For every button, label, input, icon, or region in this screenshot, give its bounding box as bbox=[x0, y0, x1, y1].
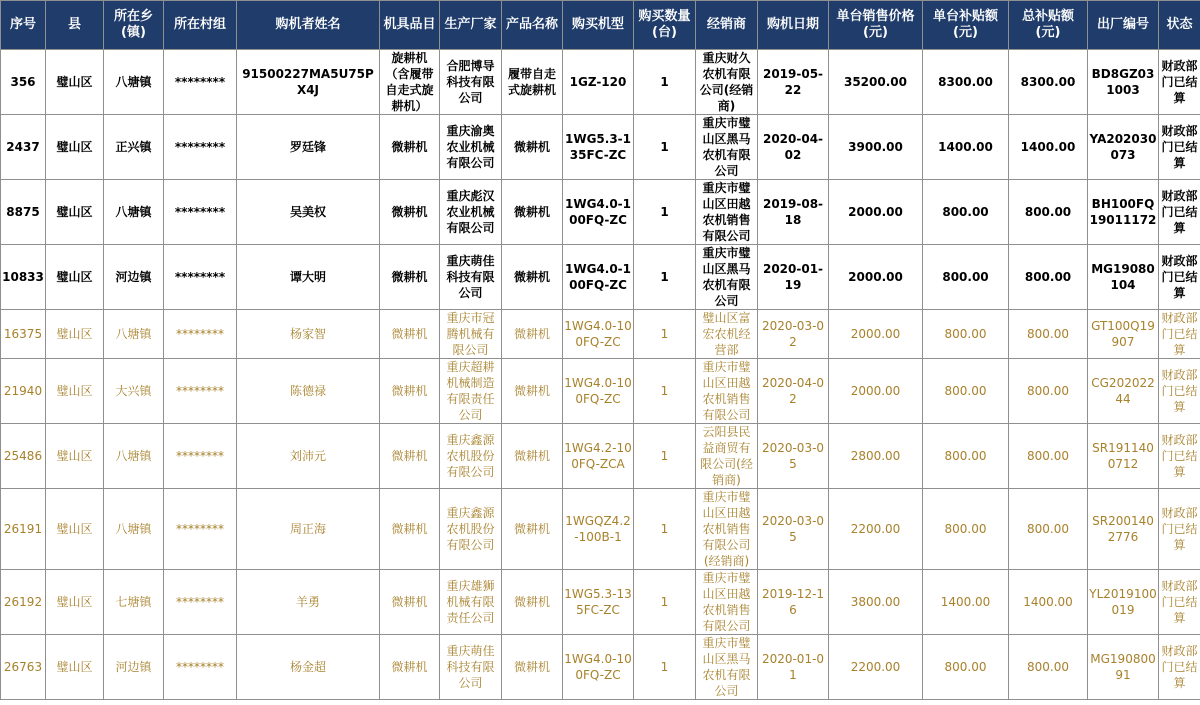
cell-date: 2019-08-18 bbox=[758, 180, 829, 245]
cell-village: ******** bbox=[164, 570, 237, 635]
cell-buyer: 刘沛元 bbox=[237, 424, 380, 489]
cell-product: 微耕机 bbox=[502, 245, 563, 310]
cell-unit-subsidy: 800.00 bbox=[923, 424, 1009, 489]
cell-buyer: 杨家智 bbox=[237, 310, 380, 359]
cell-serial: SR2001402776 bbox=[1088, 489, 1159, 570]
cell-product: 微耕机 bbox=[502, 180, 563, 245]
cell-price: 2000.00 bbox=[829, 245, 923, 310]
cell-seq: 10833 bbox=[1, 245, 46, 310]
cell-product: 微耕机 bbox=[502, 310, 563, 359]
cell-category: 微耕机 bbox=[380, 359, 440, 424]
cell-model: 1WG4.0-100FQ-ZC bbox=[563, 635, 634, 700]
table-row[interactable] bbox=[1, 570, 1200, 635]
cell-unit-subsidy: 1400.00 bbox=[923, 115, 1009, 180]
cell-unit-subsidy: 800.00 bbox=[923, 310, 1009, 359]
cell-village: ******** bbox=[164, 489, 237, 570]
cell-status: 财政部门已结算 bbox=[1159, 50, 1200, 115]
cell-unit-subsidy: 800.00 bbox=[923, 180, 1009, 245]
cell-status: 财政部门已结算 bbox=[1159, 245, 1200, 310]
cell-model: 1GZ-120 bbox=[563, 50, 634, 115]
cell-product: 微耕机 bbox=[502, 359, 563, 424]
cell-village: ******** bbox=[164, 310, 237, 359]
cell-status: 财政部门已结算 bbox=[1159, 570, 1200, 635]
cell-price: 3900.00 bbox=[829, 115, 923, 180]
cell-category: 旋耕机（含履带自走式旋耕机） bbox=[380, 50, 440, 115]
cell-date: 2020-03-05 bbox=[758, 424, 829, 489]
cell-serial: YA202030073 bbox=[1088, 115, 1159, 180]
header-total-subsidy[interactable]: 总补贴额(元) bbox=[1009, 1, 1088, 50]
cell-buyer: 陈德禄 bbox=[237, 359, 380, 424]
cell-qty: 1 bbox=[634, 424, 696, 489]
cell-category: 微耕机 bbox=[380, 245, 440, 310]
cell-qty: 1 bbox=[634, 570, 696, 635]
cell-price: 2800.00 bbox=[829, 424, 923, 489]
table-row[interactable] bbox=[1, 310, 1200, 359]
cell-category: 微耕机 bbox=[380, 570, 440, 635]
cell-county: 璧山区 bbox=[46, 310, 104, 359]
cell-category: 微耕机 bbox=[380, 115, 440, 180]
cell-date: 2019-12-16 bbox=[758, 570, 829, 635]
cell-model: 1WG5.3-135FC-ZC bbox=[563, 115, 634, 180]
cell-buyer: 谭大明 bbox=[237, 245, 380, 310]
cell-model: 1WG4.0-100FQ-ZC bbox=[563, 180, 634, 245]
cell-category: 微耕机 bbox=[380, 635, 440, 700]
table-row[interactable] bbox=[1, 180, 1200, 245]
cell-product: 履带自走式旋耕机 bbox=[502, 50, 563, 115]
cell-maker: 重庆萌佳科技有限公司 bbox=[440, 245, 502, 310]
cell-dealer: 重庆市璧山区黑马农机有限公司 bbox=[696, 115, 758, 180]
cell-date: 2020-03-05 bbox=[758, 489, 829, 570]
header-dealer[interactable]: 经销商 bbox=[696, 1, 758, 50]
cell-price: 2000.00 bbox=[829, 180, 923, 245]
cell-serial: GT100Q19907 bbox=[1088, 310, 1159, 359]
cell-town: 八塘镇 bbox=[104, 180, 164, 245]
cell-village: ******** bbox=[164, 180, 237, 245]
cell-dealer: 重庆市璧山区黑马农机有限公司 bbox=[696, 245, 758, 310]
header-model[interactable]: 购买机型 bbox=[563, 1, 634, 50]
cell-village: ******** bbox=[164, 359, 237, 424]
cell-unit-subsidy: 1400.00 bbox=[923, 570, 1009, 635]
header-unit-subsidy[interactable]: 单台补贴额(元) bbox=[923, 1, 1009, 50]
cell-buyer: 羊勇 bbox=[237, 570, 380, 635]
cell-serial: MG19080091 bbox=[1088, 635, 1159, 700]
cell-town: 正兴镇 bbox=[104, 115, 164, 180]
cell-model: 1WGQZ4.2-100B-1 bbox=[563, 489, 634, 570]
cell-total-subsidy: 1400.00 bbox=[1009, 570, 1088, 635]
cell-total-subsidy: 800.00 bbox=[1009, 489, 1088, 570]
cell-seq: 26763 bbox=[1, 635, 46, 700]
cell-seq: 8875 bbox=[1, 180, 46, 245]
cell-county: 璧山区 bbox=[46, 489, 104, 570]
cell-maker: 重庆鑫源农机股份有限公司 bbox=[440, 489, 502, 570]
cell-town: 河边镇 bbox=[104, 635, 164, 700]
cell-town: 河边镇 bbox=[104, 245, 164, 310]
cell-dealer: 云阳县民益商贸有限公司(经销商) bbox=[696, 424, 758, 489]
cell-maker: 重庆雄狮机械有限责任公司 bbox=[440, 570, 502, 635]
cell-dealer: 重庆市璧山区田越农机销售有限公司(经销商) bbox=[696, 489, 758, 570]
cell-seq: 21940 bbox=[1, 359, 46, 424]
cell-date: 2019-05-22 bbox=[758, 50, 829, 115]
cell-county: 璧山区 bbox=[46, 424, 104, 489]
cell-town: 八塘镇 bbox=[104, 310, 164, 359]
cell-maker: 重庆超耕机械制造有限责任公司 bbox=[440, 359, 502, 424]
cell-seq: 26191 bbox=[1, 489, 46, 570]
cell-county: 璧山区 bbox=[46, 570, 104, 635]
cell-status: 财政部门已结算 bbox=[1159, 180, 1200, 245]
cell-qty: 1 bbox=[634, 115, 696, 180]
cell-dealer: 重庆市璧山区田越农机销售有限公司 bbox=[696, 570, 758, 635]
cell-total-subsidy: 800.00 bbox=[1009, 424, 1088, 489]
cell-county: 璧山区 bbox=[46, 635, 104, 700]
cell-county: 璧山区 bbox=[46, 50, 104, 115]
cell-buyer: 91500227MA5U75PX4J bbox=[237, 50, 380, 115]
table-row[interactable] bbox=[1, 115, 1200, 180]
cell-date: 2020-01-01 bbox=[758, 635, 829, 700]
cell-serial: BD8GZ031003 bbox=[1088, 50, 1159, 115]
cell-product: 微耕机 bbox=[502, 570, 563, 635]
cell-total-subsidy: 8300.00 bbox=[1009, 50, 1088, 115]
cell-town: 大兴镇 bbox=[104, 359, 164, 424]
cell-county: 璧山区 bbox=[46, 180, 104, 245]
cell-status: 财政部门已结算 bbox=[1159, 115, 1200, 180]
cell-maker: 合肥博导科技有限公司 bbox=[440, 50, 502, 115]
cell-seq: 356 bbox=[1, 50, 46, 115]
cell-town: 八塘镇 bbox=[104, 50, 164, 115]
cell-town: 八塘镇 bbox=[104, 489, 164, 570]
cell-status: 财政部门已结算 bbox=[1159, 310, 1200, 359]
cell-serial: MG19080104 bbox=[1088, 245, 1159, 310]
table-row[interactable] bbox=[1, 424, 1200, 489]
cell-maker: 重庆渝奥农业机械有限公司 bbox=[440, 115, 502, 180]
header-status[interactable]: 状态 bbox=[1159, 1, 1200, 50]
cell-village: ******** bbox=[164, 115, 237, 180]
cell-qty: 1 bbox=[634, 310, 696, 359]
cell-buyer: 周正海 bbox=[237, 489, 380, 570]
cell-price: 2200.00 bbox=[829, 489, 923, 570]
cell-product: 微耕机 bbox=[502, 424, 563, 489]
cell-maker: 重庆鑫源农机股份有限公司 bbox=[440, 424, 502, 489]
cell-status: 财政部门已结算 bbox=[1159, 489, 1200, 570]
cell-qty: 1 bbox=[634, 635, 696, 700]
cell-dealer: 重庆财久农机有限公司(经销商) bbox=[696, 50, 758, 115]
cell-unit-subsidy: 800.00 bbox=[923, 489, 1009, 570]
cell-dealer: 重庆市璧山区田越农机销售有限公司 bbox=[696, 359, 758, 424]
cell-total-subsidy: 800.00 bbox=[1009, 180, 1088, 245]
cell-price: 35200.00 bbox=[829, 50, 923, 115]
cell-unit-subsidy: 800.00 bbox=[923, 245, 1009, 310]
cell-category: 微耕机 bbox=[380, 489, 440, 570]
cell-unit-subsidy: 800.00 bbox=[923, 359, 1009, 424]
cell-date: 2020-04-02 bbox=[758, 115, 829, 180]
header-buyer[interactable]: 购机者姓名 bbox=[237, 1, 380, 50]
cell-category: 微耕机 bbox=[380, 180, 440, 245]
cell-maker: 重庆萌佳科技有限公司 bbox=[440, 635, 502, 700]
cell-village: ******** bbox=[164, 50, 237, 115]
cell-unit-subsidy: 800.00 bbox=[923, 635, 1009, 700]
cell-date: 2020-01-19 bbox=[758, 245, 829, 310]
cell-product: 微耕机 bbox=[502, 489, 563, 570]
cell-county: 璧山区 bbox=[46, 115, 104, 180]
cell-seq: 26192 bbox=[1, 570, 46, 635]
cell-maker: 重庆彪汉农业机械有限公司 bbox=[440, 180, 502, 245]
cell-serial: SR1911400712 bbox=[1088, 424, 1159, 489]
cell-total-subsidy: 800.00 bbox=[1009, 359, 1088, 424]
cell-qty: 1 bbox=[634, 359, 696, 424]
table-row[interactable] bbox=[1, 359, 1200, 424]
cell-model: 1WG4.0-100FQ-ZC bbox=[563, 245, 634, 310]
cell-village: ******** bbox=[164, 424, 237, 489]
cell-total-subsidy: 1400.00 bbox=[1009, 115, 1088, 180]
cell-qty: 1 bbox=[634, 489, 696, 570]
cell-model: 1WG4.0-100FQ-ZC bbox=[563, 359, 634, 424]
header-category[interactable]: 机具品目 bbox=[380, 1, 440, 50]
cell-total-subsidy: 800.00 bbox=[1009, 635, 1088, 700]
cell-model: 1WG5.3-135FC-ZC bbox=[563, 570, 634, 635]
header-serial[interactable]: 出厂编号 bbox=[1088, 1, 1159, 50]
cell-status: 财政部门已结算 bbox=[1159, 635, 1200, 700]
cell-buyer: 吴美权 bbox=[237, 180, 380, 245]
header-town[interactable]: 所在乡(镇) bbox=[104, 1, 164, 50]
cell-total-subsidy: 800.00 bbox=[1009, 310, 1088, 359]
cell-seq: 2437 bbox=[1, 115, 46, 180]
cell-category: 微耕机 bbox=[380, 424, 440, 489]
cell-unit-subsidy: 8300.00 bbox=[923, 50, 1009, 115]
cell-status: 财政部门已结算 bbox=[1159, 359, 1200, 424]
table-row[interactable] bbox=[1, 245, 1200, 310]
cell-qty: 1 bbox=[634, 245, 696, 310]
header-county[interactable]: 县 bbox=[46, 1, 104, 50]
cell-town: 八塘镇 bbox=[104, 424, 164, 489]
cell-buyer: 罗廷锋 bbox=[237, 115, 380, 180]
cell-product: 微耕机 bbox=[502, 115, 563, 180]
cell-serial: BH100FQ19011172 bbox=[1088, 180, 1159, 245]
cell-dealer: 璧山区富宏农机经营部 bbox=[696, 310, 758, 359]
cell-total-subsidy: 800.00 bbox=[1009, 245, 1088, 310]
cell-price: 3800.00 bbox=[829, 570, 923, 635]
cell-serial: CG20202244 bbox=[1088, 359, 1159, 424]
table-row[interactable] bbox=[1, 635, 1200, 700]
cell-seq: 16375 bbox=[1, 310, 46, 359]
cell-town: 七塘镇 bbox=[104, 570, 164, 635]
table-row[interactable] bbox=[1, 489, 1200, 570]
cell-price: 2200.00 bbox=[829, 635, 923, 700]
cell-date: 2020-03-02 bbox=[758, 310, 829, 359]
table-row[interactable] bbox=[1, 50, 1200, 115]
cell-model: 1WG4.2-100FQ-ZCA bbox=[563, 424, 634, 489]
cell-status: 财政部门已结算 bbox=[1159, 424, 1200, 489]
cell-village: ******** bbox=[164, 245, 237, 310]
cell-qty: 1 bbox=[634, 50, 696, 115]
cell-product: 微耕机 bbox=[502, 635, 563, 700]
header-maker[interactable]: 生产厂家 bbox=[440, 1, 502, 50]
header-date[interactable]: 购机日期 bbox=[758, 1, 829, 50]
header-village[interactable]: 所在村组 bbox=[164, 1, 237, 50]
cell-dealer: 重庆市璧山区田越农机销售有限公司 bbox=[696, 180, 758, 245]
cell-serial: YL2019100019 bbox=[1088, 570, 1159, 635]
header-qty[interactable]: 购买数量(台) bbox=[634, 1, 696, 50]
cell-category: 微耕机 bbox=[380, 310, 440, 359]
cell-model: 1WG4.0-100FQ-ZC bbox=[563, 310, 634, 359]
cell-county: 璧山区 bbox=[46, 245, 104, 310]
cell-buyer: 杨金超 bbox=[237, 635, 380, 700]
header-row bbox=[1, 1, 1200, 50]
cell-maker: 重庆市冠腾机械有限公司 bbox=[440, 310, 502, 359]
header-seq[interactable]: 序号 bbox=[1, 1, 46, 50]
cell-seq: 25486 bbox=[1, 424, 46, 489]
cell-dealer: 重庆市璧山区黑马农机有限公司 bbox=[696, 635, 758, 700]
cell-county: 璧山区 bbox=[46, 359, 104, 424]
cell-price: 2000.00 bbox=[829, 359, 923, 424]
header-price[interactable]: 单台销售价格(元) bbox=[829, 1, 923, 50]
cell-date: 2020-04-02 bbox=[758, 359, 829, 424]
header-product[interactable]: 产品名称 bbox=[502, 1, 563, 50]
cell-qty: 1 bbox=[634, 180, 696, 245]
cell-village: ******** bbox=[164, 635, 237, 700]
cell-price: 2000.00 bbox=[829, 310, 923, 359]
